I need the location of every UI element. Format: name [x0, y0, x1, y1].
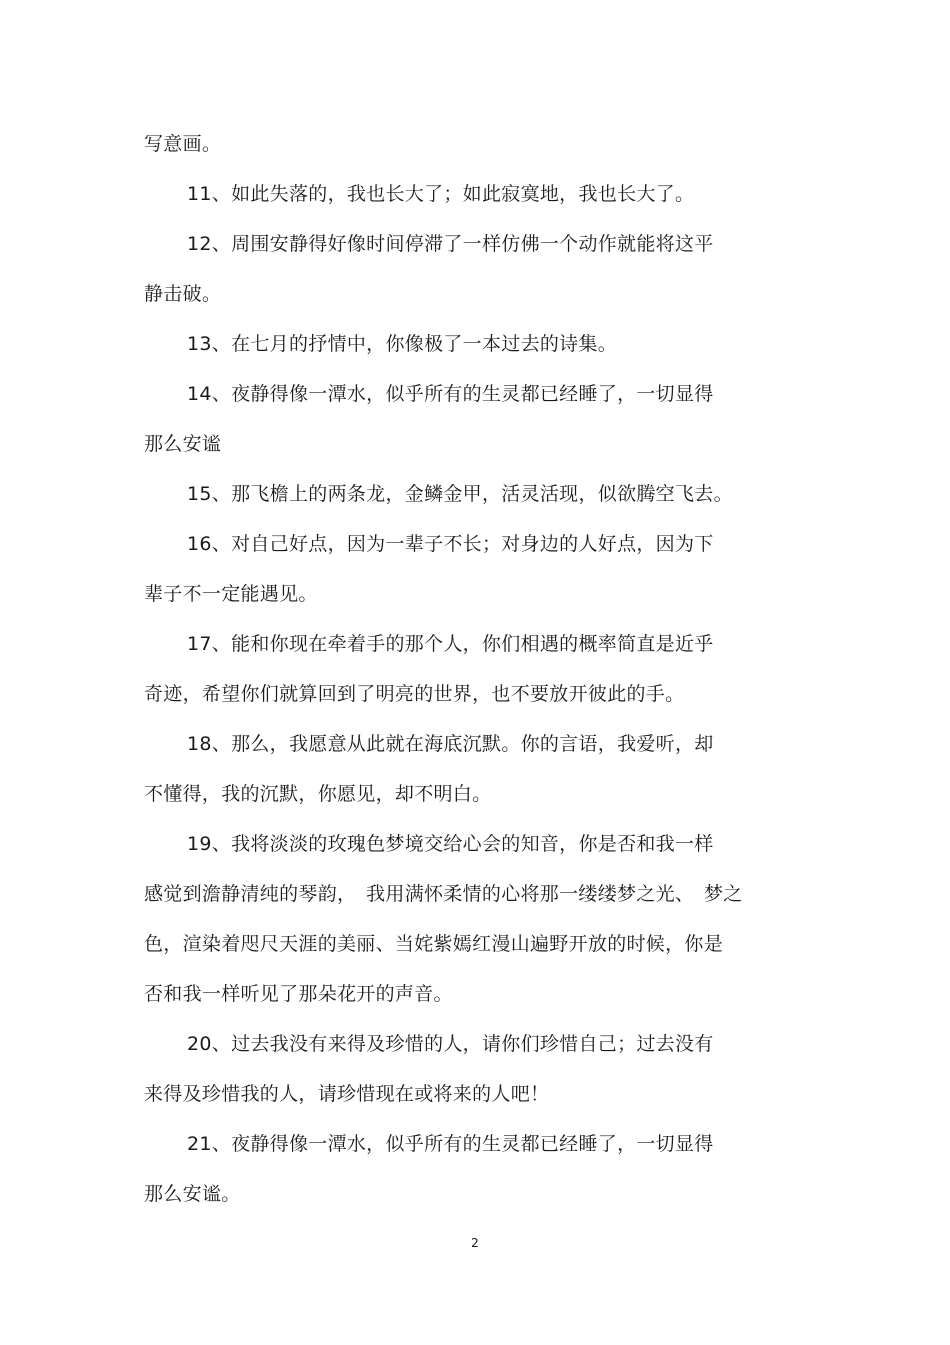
text-line: 来得及珍惜我的人，请珍惜现在或将来的人吧！ [144, 1083, 550, 1105]
text-line: 20、过去我没有来得及珍惜的人，请你们珍惜自己；过去没有 [187, 1033, 714, 1055]
text-line: 那么安谧 [144, 433, 222, 455]
text-line: 那么安谧。 [144, 1183, 241, 1205]
text-line: 13、在七月的抒情中，你像极了一本过去的诗集。 [187, 333, 618, 355]
page-number: 2 [471, 1236, 479, 1250]
text-line: 21、夜静得像一潭水，似乎所有的生灵都已经睡了，一切显得 [187, 1133, 714, 1155]
text-line: 17、能和你现在牵着手的那个人，你们相遇的概率简直是近乎 [187, 633, 714, 655]
text-line: 18、那么，我愿意从此就在海底沉默。你的言语，我爱听，却 [187, 733, 714, 755]
text-line: 静击破。 [144, 283, 222, 305]
text-line: 否和我一样听见了那朵花开的声音。 [144, 983, 453, 1005]
text-line: 16、对自己好点，因为一辈子不长；对身边的人好点，因为下 [187, 533, 714, 555]
text-line: 写意画。 [144, 133, 222, 155]
text-line: 14、夜静得像一潭水，似乎所有的生灵都已经睡了，一切显得 [187, 383, 714, 405]
text-line: 12、周围安静得好像时间停滞了一样仿佛一个动作就能将这平 [187, 233, 714, 255]
text-line: 19、我将淡淡的玫瑰色梦境交给心会的知音，你是否和我一样 [187, 833, 714, 855]
text-line: 15、那飞檐上的两条龙，金鳞金甲，活灵活现，似欲腾空飞去。 [187, 483, 733, 505]
text-line: 奇迹，希望你们就算回到了明亮的世界，也不要放开彼此的手。 [144, 683, 685, 705]
text-line: 色，渲染着咫尺天涯的美丽、当姹紫嫣红漫山遍野开放的时候，你是 [144, 933, 724, 955]
text-line: 11、如此失落的，我也长大了；如此寂寞地，我也长大了。 [187, 183, 695, 205]
text-line: 不懂得，我的沉默，你愿见，却不明白。 [144, 783, 492, 805]
text-line: 辈子不一定能遇见。 [144, 583, 318, 605]
text-line: 感觉到澹静清纯的琴韵， 我用满怀柔情的心将那一缕缕梦之光、 梦之 [144, 883, 743, 905]
